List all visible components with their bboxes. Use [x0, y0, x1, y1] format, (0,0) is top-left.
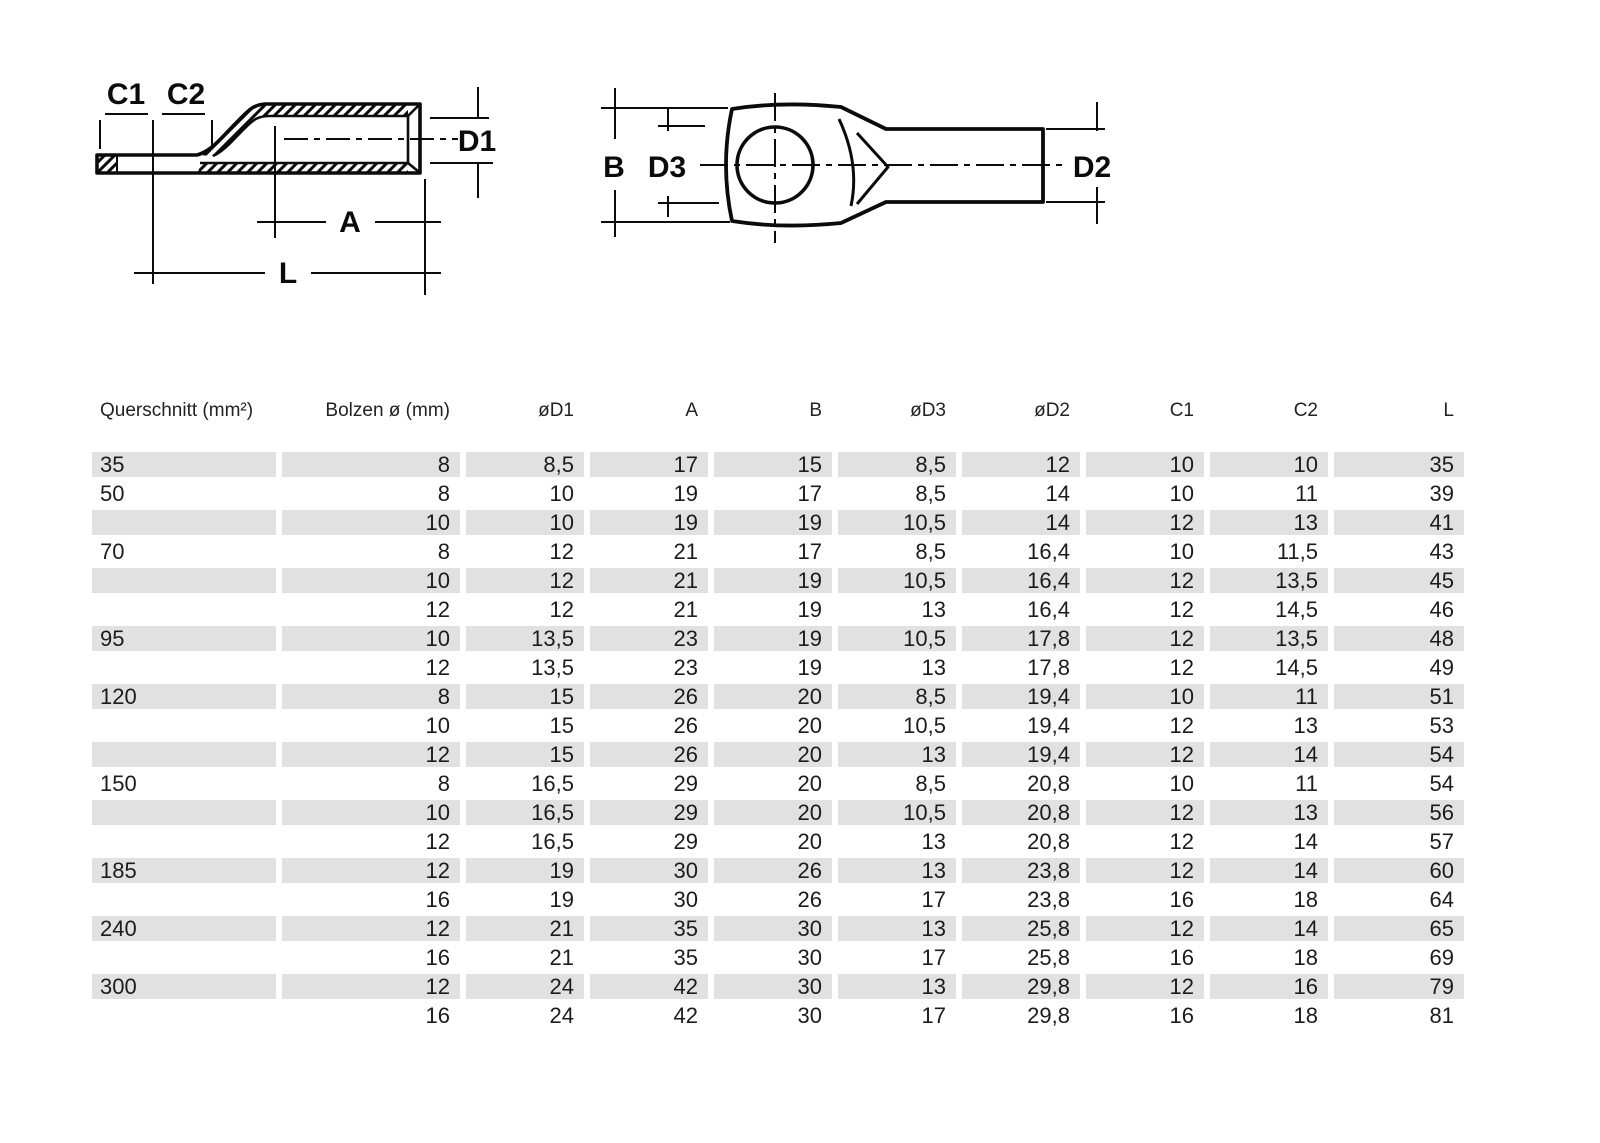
table-cell: 20,8 — [962, 800, 1080, 825]
table-cell: 14,5 — [1275, 655, 1318, 680]
table-cell: 13 — [921, 655, 946, 680]
table-cell: 14 — [962, 510, 1080, 535]
table-cell — [92, 655, 276, 680]
table-cell: 10,5 — [838, 626, 956, 651]
table-cell: 12 — [1169, 713, 1194, 738]
table-cell: 16,4 — [1027, 597, 1070, 622]
table-cell — [92, 887, 276, 912]
table-cell — [92, 713, 276, 738]
table-cell: 20 — [797, 713, 822, 738]
table-cell: 42 — [590, 974, 708, 999]
table-cell: 12 — [549, 539, 574, 564]
table-row — [92, 684, 1464, 709]
table-cell: 14 — [1210, 858, 1328, 883]
barrel-bottom-wall-hatch — [198, 163, 408, 172]
table-cell: 20 — [797, 771, 822, 796]
table-cell: 23 — [673, 655, 698, 680]
table-row — [92, 1003, 1464, 1028]
table-cell: 12 — [1086, 916, 1204, 941]
table-cell: 19 — [797, 655, 822, 680]
table-cell — [92, 742, 276, 767]
table-cell: 18 — [1293, 887, 1318, 912]
column-header-bolzen: Bolzen ø (mm) — [325, 400, 450, 421]
table-cell: 19 — [714, 626, 832, 651]
table-cell: 13 — [921, 829, 946, 854]
table-cell: 13,5 — [531, 655, 574, 680]
table-cell: 150 — [100, 771, 137, 796]
table-row — [92, 539, 1464, 564]
table-cell: 14 — [1210, 916, 1328, 941]
table-cell: 16 — [425, 945, 450, 970]
table-row — [92, 713, 1464, 738]
table-cell: 12 — [549, 597, 574, 622]
table-cell: 20,8 — [1027, 829, 1070, 854]
table-cell: 10 — [1169, 481, 1194, 506]
table-cell: 16 — [1169, 887, 1194, 912]
table-cell: 16,5 — [531, 771, 574, 796]
table-cell: 95 — [92, 626, 276, 651]
table-cell: 19 — [714, 568, 832, 593]
table-cell: 17 — [921, 887, 946, 912]
table-cell: 17,8 — [962, 626, 1080, 651]
table-cell: 20 — [714, 742, 832, 767]
table-cell — [92, 597, 276, 622]
table-cell: 30 — [714, 974, 832, 999]
table-cell: 19 — [797, 597, 822, 622]
table-cell: 14 — [1293, 829, 1318, 854]
table-cell: 17 — [921, 945, 946, 970]
table-cell: 12 — [1086, 568, 1204, 593]
table-cell: 10 — [282, 626, 460, 651]
table-cell: 20 — [797, 829, 822, 854]
table-row — [92, 742, 1464, 767]
table-cell: 26 — [673, 713, 698, 738]
table-cell — [92, 510, 276, 535]
table-cell: 30 — [797, 945, 822, 970]
table-cell: 13 — [1210, 510, 1328, 535]
table-cell: 300 — [92, 974, 276, 999]
table-cell: 10 — [1169, 771, 1194, 796]
table-cell: 15 — [549, 713, 574, 738]
table-row — [92, 829, 1464, 854]
dim-label-d1: D1 — [457, 125, 497, 158]
table-cell: 46 — [1429, 597, 1454, 622]
table-cell: 12 — [282, 742, 460, 767]
table-row — [92, 800, 1464, 825]
table-cell — [92, 945, 276, 970]
table-cell: 35 — [92, 452, 276, 477]
table-cell: 18 — [1293, 945, 1318, 970]
table-row — [92, 916, 1464, 941]
table-cell — [92, 800, 276, 825]
table-cell: 10,5 — [838, 510, 956, 535]
dim-label-d3: D3 — [647, 151, 687, 184]
dimensions-table — [86, 390, 1470, 1032]
table-cell: 30 — [797, 1003, 822, 1028]
table-cell: 185 — [92, 858, 276, 883]
table-cell: 12 — [282, 858, 460, 883]
table-cell: 17,8 — [1027, 655, 1070, 680]
dim-label-d2: D2 — [1072, 151, 1112, 184]
dim-label-l: L — [278, 257, 298, 290]
table-row — [92, 945, 1464, 970]
table-cell: 10,5 — [903, 713, 946, 738]
table-row — [92, 597, 1464, 622]
table-cell: 60 — [1334, 858, 1464, 883]
table-cell: 10 — [1086, 452, 1204, 477]
table-cell: 12 — [425, 597, 450, 622]
table-cell: 13,5 — [1210, 568, 1328, 593]
table-cell: 29 — [673, 771, 698, 796]
table-cell: 10 — [1210, 452, 1328, 477]
table-cell: 69 — [1429, 945, 1454, 970]
table-cell: 29 — [673, 829, 698, 854]
dim-label-c2: C2 — [166, 78, 206, 111]
table-cell: 13 — [838, 742, 956, 767]
table-cell: 26 — [797, 887, 822, 912]
table-cell: 10 — [549, 481, 574, 506]
table-header — [92, 394, 1464, 448]
table-cell: 26 — [590, 684, 708, 709]
table-cell: 16 — [1210, 974, 1328, 999]
table-row — [92, 626, 1464, 651]
table-cell: 54 — [1429, 771, 1454, 796]
table-cell: 12 — [1169, 829, 1194, 854]
table-cell: 24 — [549, 1003, 574, 1028]
table-cell: 11 — [1295, 771, 1318, 796]
table-cell: 29,8 — [962, 974, 1080, 999]
column-header-c1: C1 — [1169, 400, 1194, 421]
table-cell: 19 — [714, 510, 832, 535]
table-cell: 8 — [437, 771, 450, 796]
column-header-d2: øD2 — [1034, 400, 1070, 421]
table-cell: 12 — [1086, 626, 1204, 651]
table-cell: 10 — [282, 568, 460, 593]
table-cell: 12 — [962, 452, 1080, 477]
table-cell: 13 — [838, 916, 956, 941]
table-row — [92, 974, 1464, 999]
table-cell: 10 — [1169, 539, 1194, 564]
table-cell: 23 — [590, 626, 708, 651]
table-cell: 10,5 — [838, 568, 956, 593]
table-cell: 12 — [425, 655, 450, 680]
table-cell: 15 — [714, 452, 832, 477]
table-cell: 21 — [549, 945, 574, 970]
table-cell: 29 — [590, 800, 708, 825]
table-cell: 42 — [673, 1003, 698, 1028]
table-cell: 14 — [1045, 481, 1070, 506]
table-cell: 56 — [1334, 800, 1464, 825]
table-cell: 240 — [92, 916, 276, 941]
table-cell: 13,5 — [466, 626, 584, 651]
table-cell: 13 — [921, 597, 946, 622]
table-cell: 24 — [466, 974, 584, 999]
table-row — [92, 452, 1464, 477]
table-cell: 20 — [714, 800, 832, 825]
table-row — [92, 858, 1464, 883]
table-row — [92, 510, 1464, 535]
table-cell: 35 — [590, 916, 708, 941]
table-cell: 29,8 — [1027, 1003, 1070, 1028]
table-cell: 12 — [1086, 800, 1204, 825]
table-cell: 17 — [590, 452, 708, 477]
dim-label-c1: C1 — [106, 78, 146, 111]
top-view-drawing — [578, 78, 1125, 250]
table-cell: 21 — [590, 568, 708, 593]
table-row — [92, 887, 1464, 912]
table-cell — [92, 1003, 276, 1028]
table-cell: 8 — [282, 684, 460, 709]
table-cell: 17 — [797, 481, 822, 506]
table-cell: 57 — [1429, 829, 1454, 854]
table-cell: 16,5 — [531, 829, 574, 854]
table-body — [92, 452, 1464, 1028]
table-cell: 19 — [549, 887, 574, 912]
table-cell: 8 — [437, 481, 450, 506]
table-cell: 8,5 — [915, 539, 946, 564]
column-header-d1: øD1 — [538, 400, 574, 421]
column-header-a: A — [685, 400, 698, 421]
table-cell: 35 — [1334, 452, 1464, 477]
table-cell: 25,8 — [962, 916, 1080, 941]
column-header-l: L — [1443, 400, 1454, 421]
table-cell: 70 — [100, 539, 125, 564]
table-cell: 54 — [1334, 742, 1464, 767]
table-cell: 8 — [437, 539, 450, 564]
table-cell: 26 — [590, 742, 708, 767]
table-cell: 19 — [466, 858, 584, 883]
table-cell: 120 — [92, 684, 276, 709]
table-cell — [92, 829, 276, 854]
table-cell: 30 — [714, 916, 832, 941]
table-cell: 8,5 — [915, 481, 946, 506]
table-cell: 19,4 — [962, 684, 1080, 709]
table-cell: 14,5 — [1275, 597, 1318, 622]
dim-label-a: A — [339, 206, 361, 239]
barrel-end-chamfer-bottom — [408, 163, 419, 172]
table-cell: 17 — [921, 1003, 946, 1028]
table-cell: 11 — [1210, 684, 1328, 709]
table-cell: 16,4 — [1027, 539, 1070, 564]
table-cell: 12 — [1169, 655, 1194, 680]
table-cell: 14 — [1210, 742, 1328, 767]
table-cell: 21 — [673, 597, 698, 622]
table-cell: 19 — [590, 510, 708, 535]
table-cell: 65 — [1334, 916, 1464, 941]
table-cell: 45 — [1334, 568, 1464, 593]
table-cell: 30 — [590, 858, 708, 883]
table-cell: 12 — [1169, 597, 1194, 622]
table-cell: 10 — [425, 713, 450, 738]
table-row — [92, 481, 1464, 506]
table-cell: 16,5 — [466, 800, 584, 825]
table-cell: 17 — [797, 539, 822, 564]
table-cell: 10,5 — [838, 800, 956, 825]
table-row — [92, 771, 1464, 796]
table-cell: 8 — [282, 452, 460, 477]
table-cell: 12 — [466, 568, 584, 593]
table-cell: 11 — [1295, 481, 1318, 506]
palm-tip-hatch — [98, 156, 117, 173]
table-cell: 13 — [838, 858, 956, 883]
table-cell: 50 — [100, 481, 125, 506]
table-cell: 16 — [425, 1003, 450, 1028]
table-cell: 39 — [1429, 481, 1454, 506]
table-cell: 16 — [1169, 1003, 1194, 1028]
dim-label-b: B — [603, 151, 625, 184]
table-cell: 43 — [1429, 539, 1454, 564]
table-cell: 12 — [1086, 858, 1204, 883]
table-cell: 10 — [466, 510, 584, 535]
table-cell: 15 — [466, 684, 584, 709]
table-row — [92, 655, 1464, 680]
table-cell: 35 — [673, 945, 698, 970]
table-cell — [92, 568, 276, 593]
column-header-querschnitt: Querschnitt (mm²) — [100, 400, 254, 421]
table-row — [92, 568, 1464, 593]
table-cell: 20 — [714, 684, 832, 709]
table-cell: 19,4 — [962, 742, 1080, 767]
table-cell: 13,5 — [1210, 626, 1328, 651]
table-cell: 12 — [1086, 974, 1204, 999]
barrel-end-chamfer-top — [408, 105, 419, 116]
column-header-c2: C2 — [1293, 400, 1318, 421]
table-cell: 12 — [1086, 510, 1204, 535]
table-cell: 8,5 — [838, 684, 956, 709]
table-cell: 13 — [838, 974, 956, 999]
barrel-top-wall-hatch — [267, 105, 408, 115]
table-cell: 30 — [673, 887, 698, 912]
table-cell: 51 — [1334, 684, 1464, 709]
table-cell: 19,4 — [1027, 713, 1070, 738]
table-cell: 49 — [1429, 655, 1454, 680]
table-cell: 23,8 — [1027, 887, 1070, 912]
table-cell: 48 — [1334, 626, 1464, 651]
side-view-drawing — [85, 70, 505, 295]
table-cell: 41 — [1334, 510, 1464, 535]
table-cell: 12 — [282, 916, 460, 941]
table-cell: 26 — [714, 858, 832, 883]
table-cell: 12 — [1086, 742, 1204, 767]
table-cell: 81 — [1429, 1003, 1454, 1028]
table-cell: 21 — [673, 539, 698, 564]
table-header-row — [92, 394, 1464, 448]
table-cell: 16 — [425, 887, 450, 912]
table-cell: 18 — [1293, 1003, 1318, 1028]
table-cell: 25,8 — [1027, 945, 1070, 970]
column-header-b: B — [809, 400, 822, 421]
table-cell: 21 — [466, 916, 584, 941]
table-cell: 10 — [282, 510, 460, 535]
table-cell: 13 — [1210, 800, 1328, 825]
table-cell: 10 — [282, 800, 460, 825]
table-cell: 16,4 — [962, 568, 1080, 593]
table-cell: 10 — [1086, 684, 1204, 709]
column-header-d3: øD3 — [910, 400, 946, 421]
table-cell: 8,5 — [466, 452, 584, 477]
table-cell: 64 — [1429, 887, 1454, 912]
table-cell: 15 — [466, 742, 584, 767]
table-cell: 19 — [673, 481, 698, 506]
table-cell: 11,5 — [1276, 539, 1318, 564]
table-cell: 23,8 — [962, 858, 1080, 883]
table-cell: 13 — [1293, 713, 1318, 738]
table-cell: 12 — [282, 974, 460, 999]
table-cell: 8,5 — [838, 452, 956, 477]
table-cell: 12 — [425, 829, 450, 854]
table-cell: 53 — [1429, 713, 1454, 738]
table-cell: 16 — [1169, 945, 1194, 970]
table-cell: 8,5 — [915, 771, 946, 796]
table-cell: 20,8 — [1027, 771, 1070, 796]
table-cell: 79 — [1334, 974, 1464, 999]
